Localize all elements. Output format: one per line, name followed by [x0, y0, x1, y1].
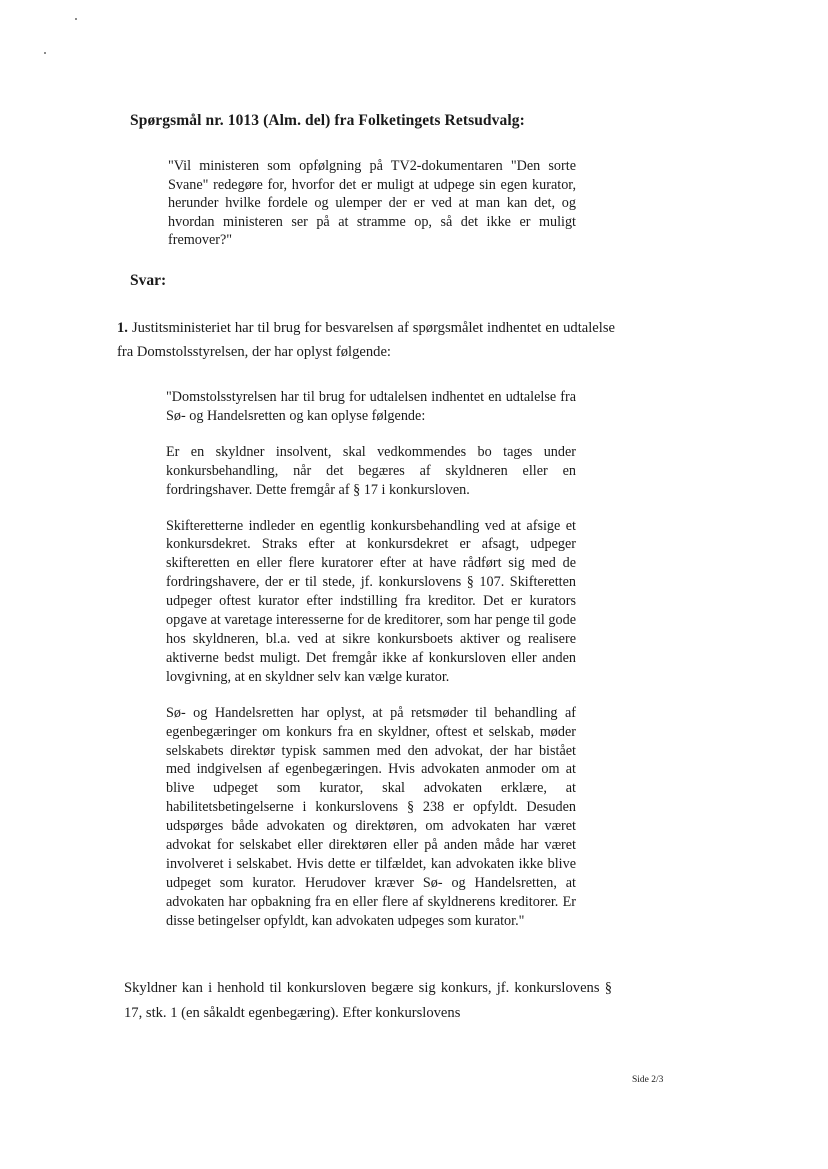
quote-paragraph: Skifteretterne indleder en egentlig konkursbehandling ved at afsige et konkursdekret. Straks efter at konkursdekret er afsagt, udpeger skifteretten en eller flere kuratorer efter at have rådført sig med de fordringshavere, der er til stede, jf. konkurslovens § 107. Skifteretten udpeger oftest kurator efter indstilling fra kreditor. Det er kurators opgave at varetage interesserne for de kreditorer, som har penge til gode hos skyldneren, bl.a. ved at sikre konkursboets aktiver og realisere aktiverne bedst muligt. Det fremgår ikke af konkursloven eller anden lovgivning, at en skyldner selv kan vælge kurator.	[166, 517, 576, 685]
scan-speck	[44, 52, 46, 54]
page-number: Side 2/3	[632, 1075, 664, 1085]
scan-speck	[75, 18, 77, 20]
answer-intro-paragraph	[117, 316, 615, 364]
question-text: "Vil ministeren som opfølgning på TV2-dokumentaren "Den sorte Svane" redegøre for, hvorfor det er muligt at udpege sin egen kurator, herunder hvilke fordele og ulemper der er ved at man kan det, og hvordan ministeren ser på at stramme op, så det ikke er muligt fremover?"	[168, 158, 576, 249]
answer-number: 1.	[117, 320, 128, 336]
closing-paragraph: Skyldner kan i henhold til konkursloven begære sig konkurs, jf. konkurslovens § 17, stk. 1 (en såkaldt egenbegæring). Efter konkurslovens	[124, 980, 612, 1021]
question-heading: Spørgsmål nr. 1013 (Alm. del) fra Folketingets Retsudvalg:	[130, 112, 525, 129]
quote-paragraph: Sø- og Handelsretten har oplyst, at på retsmøder til behandling af egenbegæringer om konkurs fra en skyldner, oftest et selskab, møder selskabets direktør typisk sammen med den advokat, der har bistået med indgivelsen af egenbegæringen. Hvis advokaten anmoder om at blive udpeget som kurator, skal advokaten erklære, at habilitetsbetingelserne i konkurslovens § 238 er opfyldt. Desuden udspørges både advokaten og direktøren, om advokaten har været advokat for selskabet eller direktøren eller på anden måde har været involveret i selskabet. Hvis dette er tilfældet, kan advokaten ikke blive udpeget som kurator. Herudover kræver Sø- og Handelsretten, at advokaten har opbakning fra en eller flere af skyldnerens kreditorer. Er disse betingelser opfyldt, kan advokaten udpeges som kurator."	[166, 704, 576, 929]
answer-intro-text: Justitsministeriet har til brug for besvarelsen af spørgsmålet indhentet en udtalelse fra Domstolsstyrelsen, der har oplyst følgende:	[117, 320, 615, 360]
quoted-statement	[166, 388, 576, 948]
answer-heading: Svar:	[130, 272, 167, 289]
quote-paragraph: "Domstolsstyrelsen har til brug for udtalelsen indhentet en udtalelse fra Sø- og Handelsretten og kan oplyse følgende:	[166, 389, 576, 424]
quote-paragraph: Er en skyldner insolvent, skal vedkommendes bo tages under konkursbehandling, når det begæres af skyldneren eller en fordringshaver. Dette fremgår af § 17 i konkursloven.	[166, 443, 576, 498]
